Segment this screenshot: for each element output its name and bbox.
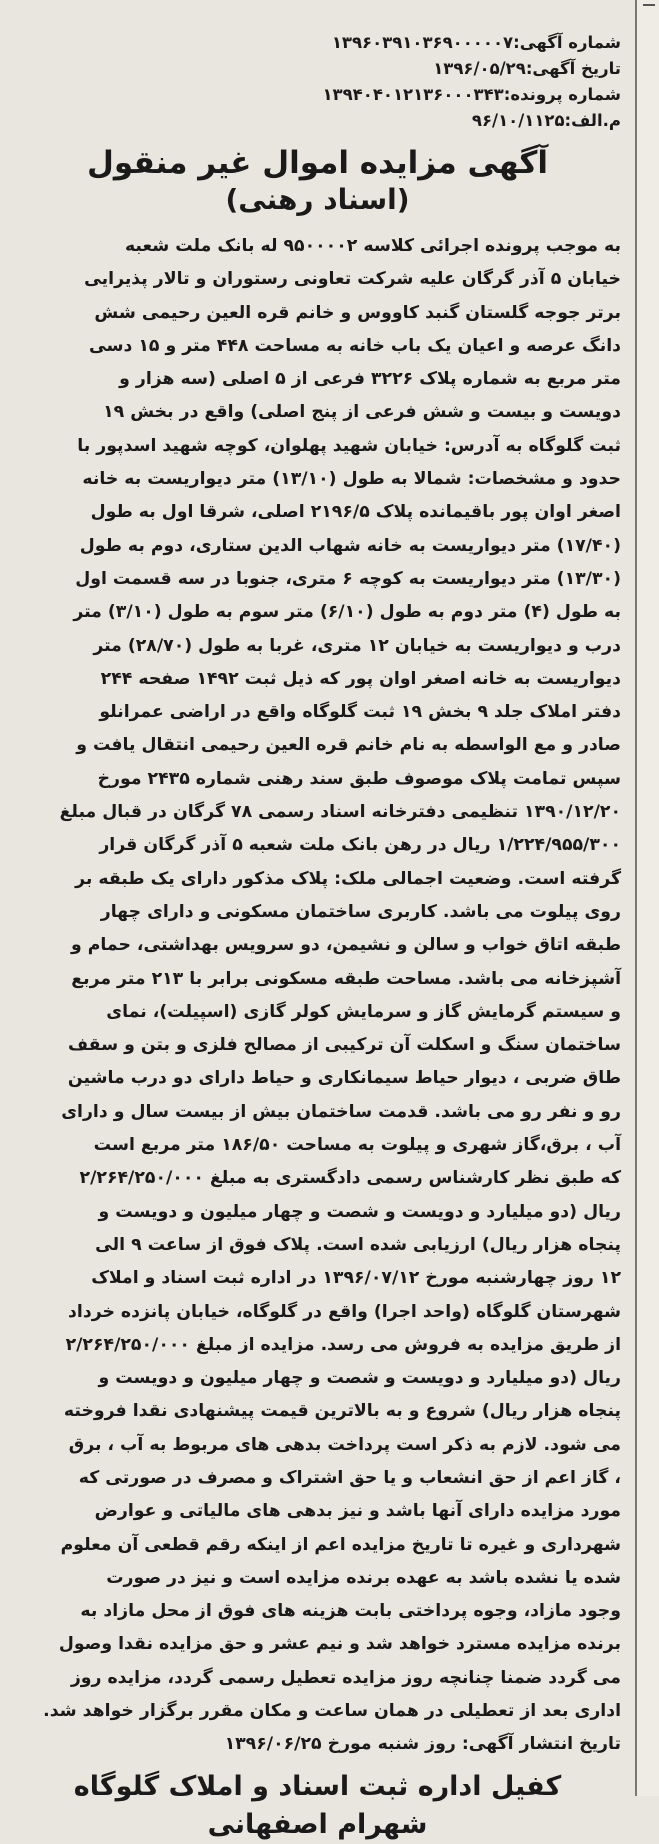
body-line: سپس تمامت پلاک موصوف طبق سند رهنی شماره ۲۴۳۵ مورخ bbox=[97, 768, 621, 789]
notice-body bbox=[14, 230, 621, 1762]
body-line: دیواریست به خانه اصغر اوان پور که ذیل ثبت ۱۴۹۲ صفحه ۲۴۴ bbox=[100, 668, 621, 689]
body-line: شهرداری و غیره تا تاریخ مزایده اعم از اینکه رقم قطعی آن معلوم bbox=[60, 1534, 621, 1555]
body-line: صادر و مع الواسطه به نام خانم قره العین رحیمی انتقال یافت و bbox=[76, 735, 621, 756]
body-line: و سیستم گرمایش گاز و سرمایش کولر گازی (اسپیلت)، نمای bbox=[106, 1001, 621, 1022]
body-line: می شود. لازم به ذکر است پرداخت بدهی های مربوط به آب ، برق bbox=[68, 1434, 621, 1455]
bleed-through-shadow bbox=[20, 38, 480, 158]
body-line: مورد مزایده دارای آنها باشد و نیز بدهی های مالیاتی و عوارض bbox=[94, 1501, 621, 1522]
body-line: به طول (۴) متر دوم به طول (۶/۱۰) متر سوم به طول (۳/۱۰) متر bbox=[73, 602, 621, 623]
body-line: ۱۳۹۰/۱۲/۲۰ تنظیمی دفترخانه اسناد رسمی ۷۸ گرگان در قبال مبلغ bbox=[59, 802, 621, 823]
body-line: طاق ضربی ، دیوار حیاط سیمانکاری و حیاط دارای دو درب ماشین bbox=[67, 1068, 621, 1089]
body-line: درب و دیواریست به خیابان ۱۲ متری، غربا به طول (۲۸/۷۰) متر bbox=[93, 635, 621, 656]
body-line: ۱۲ روز چهارشنبه مورخ ۱۳۹۶/۰۷/۱۲ در اداره ثبت اسناد و املاک bbox=[91, 1268, 621, 1289]
body-line: ثبت گلوگاه به آدرس: خیابان شهید پهلوان، کوچه شهید اسدپور با bbox=[77, 435, 621, 456]
body-line: دویست و بیست و شش فرعی از پنج اصلی) واقع در بخش ۱۹ bbox=[103, 402, 621, 423]
body-line: شهرستان گلوگاه (واحد اجرا) واقع در گلوگاه، خیابان پانزده خرداد bbox=[68, 1301, 621, 1322]
body-line: روی پیلوت می باشد. کاربری ساختمان مسکونی و دارای چهار bbox=[100, 901, 621, 922]
body-line: برتر جوجه گلستان گنبد کاووس و خانم قره العین رحیمی شش bbox=[94, 302, 621, 323]
body-line: (۱۳/۳۰) متر دیواریست به کوچه ۶ متری، جنوبا در سه قسمت اول bbox=[75, 568, 621, 589]
body-line: تاریخ انتشار آگهی: روز شنبه مورخ ۱۳۹۶/۰۶/۲۵ bbox=[224, 1734, 621, 1755]
body-line: ساختمان سنگ و اسکلت آن ترکیبی از مصالح فلزی و بتن و سقف bbox=[68, 1035, 621, 1056]
notice-title: آگهی مزایده اموال غیر منقول bbox=[87, 145, 548, 181]
case-number: شماره پرونده:۱۳۹۴۰۴۰۱۲۱۳۶۰۰۰۳۴۳ bbox=[322, 85, 621, 104]
body-line: پنجاه هزار ریال) ارزیابی شده است. پلاک فوق از ساعت ۹ الی bbox=[95, 1234, 621, 1255]
body-line: اصغر اوان پور باقیمانده پلاک ۲۱۹۶/۵ اصلی، شرقا اول به طول bbox=[90, 502, 621, 523]
body-line: خیابان ۵ آذر گرگان علیه شرکت تعاونی رستوران و تالار پذیرایی bbox=[84, 269, 621, 290]
body-line: از طریق مزایده به فروش می رسد. مزایده از مبلغ ۲/۲۶۴/۲۵۰/۰۰۰ bbox=[65, 1334, 621, 1355]
ad-number: شماره آگهی:۱۳۹۶۰۳۹۱۰۳۶۹۰۰۰۰۰۷ bbox=[331, 33, 621, 52]
body-line: ۱/۲۲۴/۹۵۵/۳۰۰ ریال در رهن بانک ملت شعبه ۵ آذر گرگان قرار bbox=[99, 835, 621, 856]
body-line: حدود و مشخصات: شمالا به طول (۱۳/۱۰) متر دیواریست به خانه bbox=[82, 469, 621, 490]
body-line: رو و نفر رو می باشد. قدمت ساختمان بیش از بیست سال و دارای bbox=[61, 1101, 621, 1122]
signatory-office: کفیل اداره ثبت اسناد و املاک گلوگاه bbox=[73, 1770, 562, 1802]
body-line: ریال (دو میلیارد و دویست و شصت و چهار میلیون و دویست و bbox=[98, 1201, 621, 1222]
body-line: متر مربع به شماره پلاک ۳۲۲۶ فرعی از ۵ اصلی (سه هزار و bbox=[119, 369, 621, 390]
body-line: اداری بعد از تعطیلی در همان ساعت و مکان مقرر برگزار خواهد شد. bbox=[43, 1701, 621, 1722]
ad-date: تاریخ آگهی:۱۳۹۶/۰۵/۲۹ bbox=[433, 59, 621, 78]
body-line: شده یا نشده باشد به عهده برنده مزایده است و نیز در صورت bbox=[106, 1567, 621, 1588]
body-line: آشپزخانه می باشد. مساحت طبقه مسکونی برابر با ۲۱۳ متر مربع bbox=[71, 968, 621, 989]
body-line: آب ، برق،گاز شهری و پیلوت به مساحت ۱۸۶/۵۰ متر مربع است bbox=[93, 1135, 621, 1156]
body-line: دانگ عرصه و اعیان یک باب خانه به مساحت ۴۴۸ متر و ۱۵ دسی bbox=[89, 335, 621, 356]
body-line: به موجب پرونده اجرائی کلاسه ۹۵۰۰۰۰۲ له بانک ملت شعبه bbox=[124, 236, 621, 256]
adjacent-column-fragment bbox=[635, 0, 659, 1796]
body-line: می گردد ضمنا چنانچه روز مزایده تعطیل رسمی گردد، مزایده روز bbox=[70, 1667, 621, 1688]
notice-subtitle: (اسناد رهنی) bbox=[225, 183, 410, 216]
body-line: وجود مازاد، وجوه پرداختی بابت هزینه های فوق از محل مازاد به bbox=[80, 1601, 621, 1622]
body-line: ریال (دو میلیارد و دویست و شصت و چهار میلیون و دویست و bbox=[98, 1368, 621, 1389]
body-line: (۱۷/۴۰) متر دیواریست به خانه شهاب الدین ستاری، دوم به طول bbox=[79, 535, 621, 556]
body-line: گرفته است. وضعیت اجمالی ملک: پلاک مذکور دارای یک طبقه بر bbox=[75, 868, 621, 889]
file-reference: م.الف:۹۶/۱۰/۱۱۲۵ bbox=[471, 111, 621, 130]
body-line: که طبق نظر کارشناس رسمی دادگستری به مبلغ ۲/۲۶۴/۲۵۰/۰۰۰ bbox=[79, 1168, 621, 1189]
body-line: ، گاز اعم از حق انشعاب و یا حق اشتراک و مصرف در صورتی که bbox=[78, 1467, 621, 1488]
body-line: طبقه اتاق خواب و سالن و نشیمن، دو سرویس بهداشتی، حمام و bbox=[70, 935, 621, 956]
divider bbox=[643, 4, 655, 6]
body-line: برنده مزایده مسترد خواهد شد و نیم عشر و حق مزایده نقدا وصول bbox=[58, 1634, 621, 1655]
signatory-name: شهرام اصفهانی bbox=[207, 1808, 428, 1840]
body-line: پنجاه هزار ریال) شروع و به بالاترین قیمت پیشنهادی نقدا فروخته bbox=[63, 1401, 621, 1422]
body-line: دفتر املاک جلد ۹ بخش ۱۹ ثبت گلوگاه واقع در اراضی عمرانلو bbox=[99, 702, 621, 723]
